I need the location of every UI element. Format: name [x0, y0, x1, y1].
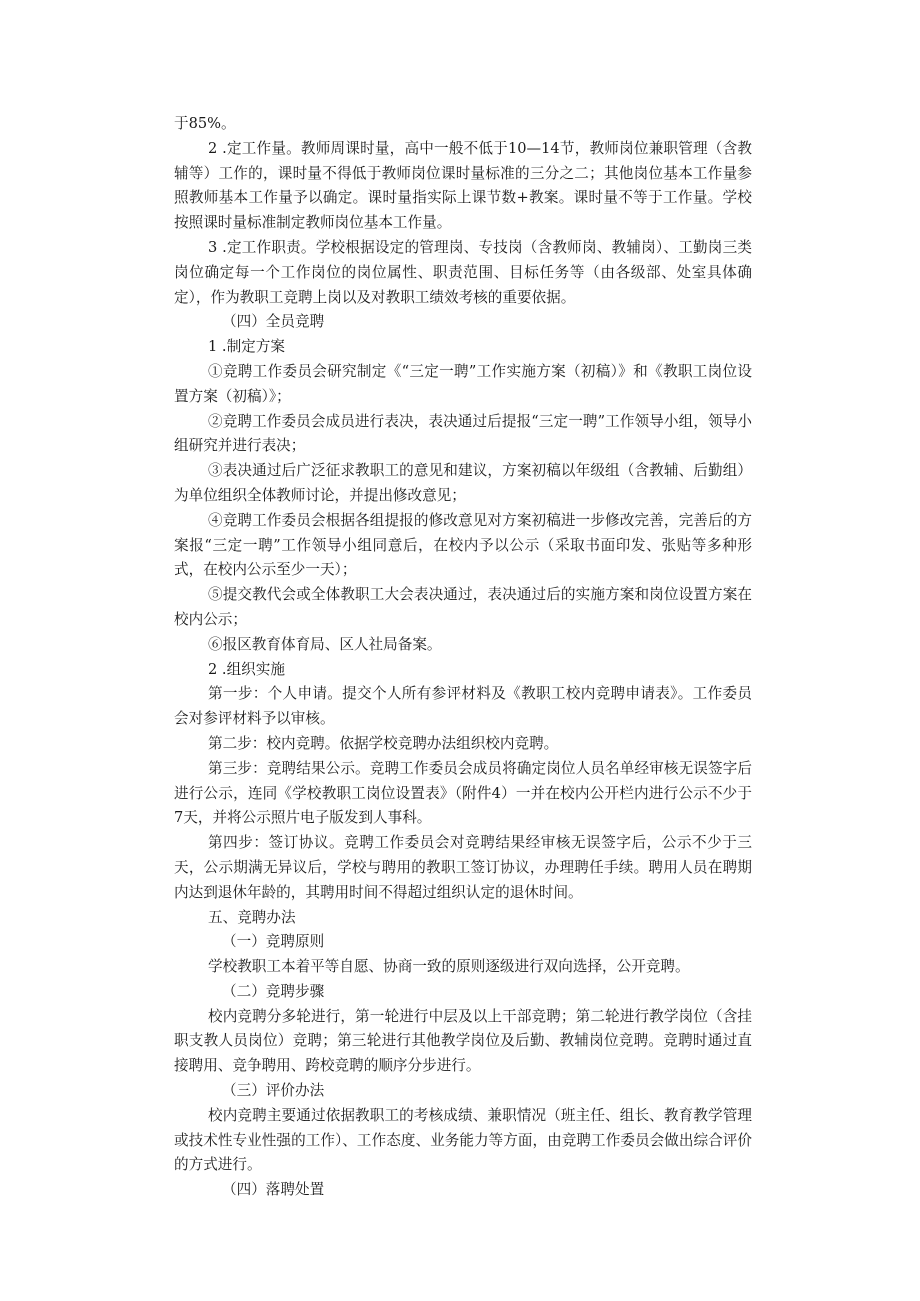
heading-evaluation: （三）评价办法 [222, 1082, 325, 1100]
paragraph-steps: 校内竞聘分多轮进行，第一轮进行中层及以上干部竞聘；第二轮进行教学岗位（含挂职支教人员岗位）竞聘；第三轮进行其他教学岗位及后勤、教辅岗位竞聘。竞聘时通过直接聘用、竞争聘用、跨校竞聘的顺序分步进行。 [174, 1007, 752, 1075]
list-item: ②竞聘工作委员会成员进行表决，表决通过后提报“三定一聘”工作领导小组，领导小组研究并进行表决； [174, 412, 752, 455]
heading-unsuccessful-handling: （四）落聘处置 [222, 1181, 325, 1199]
subheading-make-plan: 1 .制定方案 [208, 338, 285, 356]
document-body [174, 112, 752, 1203]
list-item: ⑥报区教育体育局、区人社局备案。 [208, 635, 442, 653]
heading-full-staff-recruitment: （四）全员竞聘 [222, 313, 325, 331]
paragraph-evaluation: 校内竞聘主要通过依据教职工的考核成绩、兼职情况（班主任、组长、教育教学管理或技术性专业性强的工作）、工作态度、业务能力等方面，由竞聘工作委员会做出综合评价的方式进行。 [174, 1106, 752, 1174]
heading-steps: （二）竞聘步骤 [222, 982, 325, 1000]
list-item: ③表决通过后广泛征求教职工的意见和建议，方案初稿以年级组（含教辅、后勤组）为单位组织全体教师讨论，并提出修改意见； [174, 462, 752, 504]
heading-principles: （一）竞聘原则 [222, 933, 325, 951]
paragraph-duties: 3 .定工作职责。学校根据设定的管理岗、专技岗（含教师岗、教辅岗）、工勤岗三类岗位确定每一个工作岗位的岗位属性、职责范围、目标任务等（由各级部、处室具体确定），作为教职工竞聘上岗以及对教职工绩效考核的重要依据。 [174, 238, 752, 306]
paragraph-continuation: 于85%。 [174, 115, 236, 132]
step-paragraph: 第一步：个人申请。提交个人所有参评材料及《教职工校内竞聘申请表》。工作委员会对参评材料予以审核。 [174, 685, 752, 728]
list-item: ①竞聘工作委员会研究制定《“三定一聘”工作实施方案（初稿）》和《教职工岗位设置方案（初稿）》； [174, 362, 752, 405]
step-paragraph: 第三步：竞聘结果公示。竞聘工作委员会成员将确定岗位人员名单经审核无误签字后进行公示，连同《学校教职工岗位设置表》（附件4）一并在校内公开栏内进行公示不少于7天，并将公示照片电子版发到人事科。 [174, 759, 752, 827]
step-paragraph: 第二步：校内竞聘。依据学校竞聘办法组织校内竞聘。 [208, 734, 559, 752]
list-item: ⑤提交教代会或全体教职工大会表决通过，表决通过后的实施方案和岗位设置方案在校内公示； [174, 586, 752, 628]
list-item: ④竞聘工作委员会根据各组提报的修改意见对方案初稿进一步修改完善，完善后的方案报“三定一聘”工作领导小组同意后，在校内予以公示（采取书面印发、张贴等多种形式，在校内公示至少一天）； [174, 511, 752, 579]
paragraph-principles: 学校教职工本着平等自愿、协商一致的原则逐级进行双向选择，公开竞聘。 [208, 958, 690, 976]
section-heading-recruitment-method: 五、竞聘办法 [208, 908, 296, 926]
paragraph-workload: 2 .定工作量。教师周课时量，高中一般不低于10—14节，教师岗位兼职管理（含教辅等）工作的，课时量不得低于教师岗位课时量标准的三分之二；其他岗位基本工作量参照教师基本工作量予以确定。课时量指实际上课节数+教案。课时量不等于工作量。学校按照课时量标准制定教师岗位基本工作量。 [174, 139, 752, 232]
subheading-implementation: 2 .组织实施 [208, 660, 285, 678]
step-paragraph: 第四步：签订协议。竞聘工作委员会对竞聘结果经审核无误签字后，公示不少于三天，公示期满无异议后，学校与聘用的教职工签订协议，办理聘任手续。聘用人员在聘期内达到退休年龄的，其聘用时间不得超过组织认定的退休时间。 [174, 834, 752, 901]
